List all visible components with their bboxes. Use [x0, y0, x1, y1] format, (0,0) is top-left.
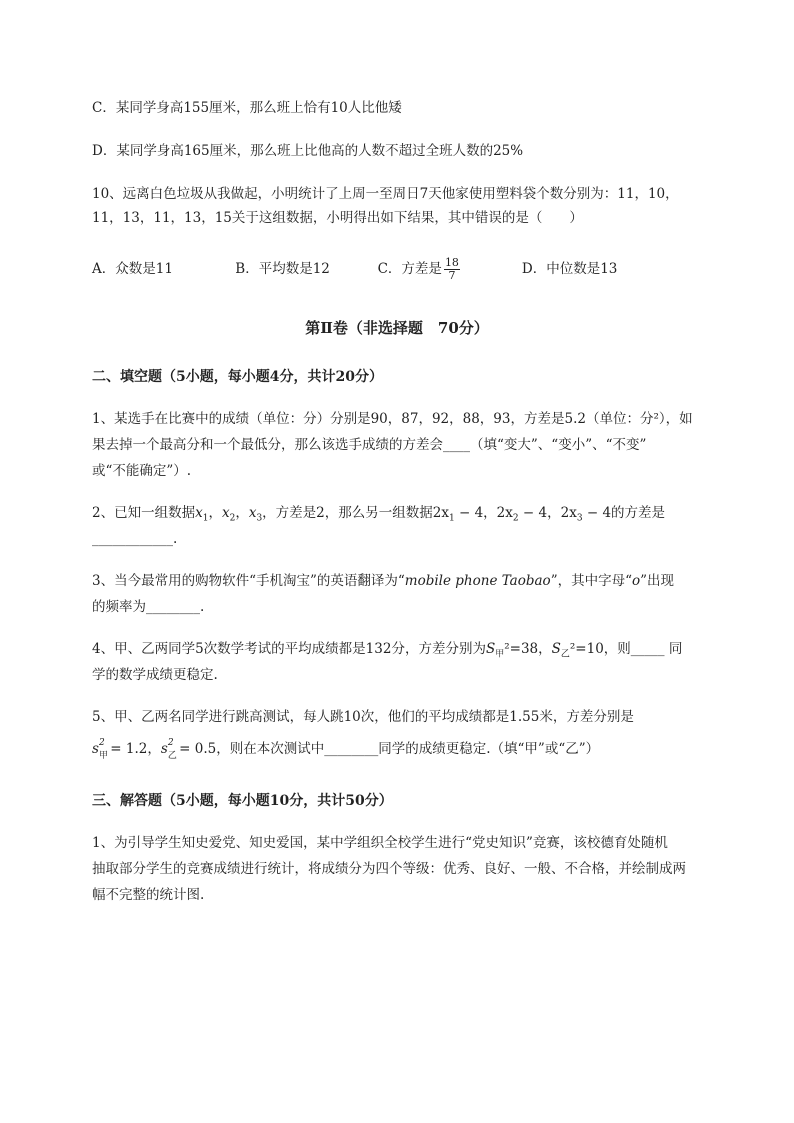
q4-var-s: S	[485, 641, 496, 657]
q10-line-2: 11，13，11，13，15关于这组数据，小明得出如下结果，其中错误的是（ ）	[92, 210, 583, 226]
q2-sub-3: 3	[576, 513, 583, 524]
q10-option-d: D．中位数是13	[521, 261, 618, 277]
q5-var-s: s	[160, 741, 168, 757]
q2-var-x: x	[195, 505, 203, 521]
q2-expr-1: 2x	[432, 505, 449, 521]
q3-text-c: ”，其中字母“	[550, 573, 632, 589]
q10-options	[92, 257, 617, 282]
fill-q1-line-2: 果去掉一个最高分和一个最低分，那么该选手成绩的方差会____（填“变大”、“变小”、“不变”	[92, 437, 647, 453]
answer-q1-line-3: 幅不完整的统计图.	[92, 887, 205, 903]
part-2-title: 第Ⅱ卷（非选择题 70分）	[305, 319, 489, 337]
q4-text-a: 4、甲、乙两同学5次数学考试的平均成绩都是132分，方差分别为	[92, 641, 486, 657]
q10-option-b: B．平均数是12	[235, 261, 330, 277]
q5-sub-jia: 甲	[99, 751, 109, 761]
q2-var-x: x	[248, 505, 257, 521]
q2-expr-3: − 4，2x	[518, 505, 577, 521]
q3-text-a: 3、当今最常用的购物软件“手机淘宝”的英语翻译为“	[92, 573, 405, 589]
answer-q1-line-2: 抽取部分学生的竞赛成绩进行统计，将成绩分为四个等级：优秀、良好、一般、不合格，并绘制成两	[92, 861, 686, 877]
q2-sub-2: 2	[229, 513, 236, 524]
q4-text-b: ²=38，	[504, 641, 552, 657]
fraction-numerator: 18	[444, 256, 459, 269]
fill-q3-line-1	[92, 572, 674, 590]
fill-section-header: 二、填空题（5小题，每小题4分，共计20分）	[92, 369, 383, 385]
fill-q4-line-2: 学的数学成绩更稳定.	[92, 667, 218, 683]
q2-text-b: ，方差是2，那么另一组数据	[262, 505, 433, 521]
q10-option-a: A．众数是11	[92, 261, 173, 277]
q2-expr-4: − 4	[582, 505, 612, 521]
q4-sub-jia: 甲	[495, 649, 505, 660]
q5-variance-jia	[92, 738, 109, 761]
q2-sub-1: 1	[448, 513, 455, 524]
q5-sup-2: 2	[99, 738, 105, 748]
q2-sub-2: 2	[512, 513, 519, 524]
q9-option-d: D．某同学身高165厘米，那么班上比他高的人数不超过全班人数的25%	[92, 143, 524, 159]
fill-q2-line-1: 2、已知一组数据$x_1$，$x_2$，$x_3$，方差是2，那么另一组数据$2x_1 - 4$，$2x_2 - 4$，$2x_3 - 4$的方差是	[92, 505, 666, 524]
fraction-denominator: 7	[448, 269, 456, 282]
answer-q1-line-1: 1、为引导学生知史爱党、知史爱国，某中学组织全校学生进行“党史知识”竞赛，该校德育处随机	[92, 835, 668, 851]
fill-q3-line-2: 的频率为________.	[92, 599, 205, 615]
fill-q5-line-1: 5、甲、乙两名同学进行跳高测试，每人跳10次，他们的平均成绩都是1.55米，方差分别是	[92, 709, 634, 725]
q5-value-2: = 0.5，则在本次测试中________同学的成绩更稳定.（填“甲”或“乙”）	[174, 741, 600, 757]
q3-english-phrase: mobile phone Taobao	[404, 573, 551, 589]
q10-variance-fraction	[444, 257, 460, 282]
q5-variance-yi	[160, 738, 177, 761]
q2-text-a: 2、已知一组数据	[92, 505, 196, 521]
q9-option-c: C．某同学身高155厘米，那么班上恰有10人比他矮	[92, 100, 402, 116]
q10-option-c	[378, 257, 518, 282]
q4-text-c: ²=10，则_____ 同	[569, 641, 683, 657]
q2-var-x: x	[221, 505, 230, 521]
fill-q4-line-1	[92, 640, 682, 664]
q2-sub-3: 3	[256, 513, 263, 524]
q10-line-1: 10、远离白色垃圾从我做起，小明统计了上周一至周日7天他家使用塑料袋个数分别为：11，10，	[92, 186, 679, 202]
q3-letter-o: o	[632, 573, 641, 589]
q3-text-e: ”出现	[640, 573, 675, 589]
q2-text-g: 的方差是	[611, 505, 666, 521]
q5-value-1: = 1.2，	[106, 741, 161, 757]
fill-q5-line-2	[92, 738, 600, 761]
q4-var-s: S	[551, 641, 561, 657]
q5-sub-yi: 乙	[167, 751, 177, 761]
answer-section-header: 三、解答题（5小题，每小题10分，共计50分）	[92, 793, 393, 809]
fill-q1-line-3: 或“不能确定”）.	[92, 463, 192, 479]
q4-sub-yi: 乙	[560, 649, 570, 660]
q2-sub-1: 1	[202, 513, 209, 524]
q2-expr-2: − 4，2x	[454, 505, 513, 521]
q5-var-s: s	[92, 741, 99, 757]
fill-q2-line-2: ____________.	[92, 531, 178, 547]
q10-option-c-prefix: C．方差是	[377, 261, 442, 277]
fill-q1-line-1: 1、某选手在比赛中的成绩（单位：分）分别是90，87，92，88，93，方差是5.2（单位：分²），如	[92, 411, 693, 427]
q5-sup-2: 2	[167, 738, 174, 748]
